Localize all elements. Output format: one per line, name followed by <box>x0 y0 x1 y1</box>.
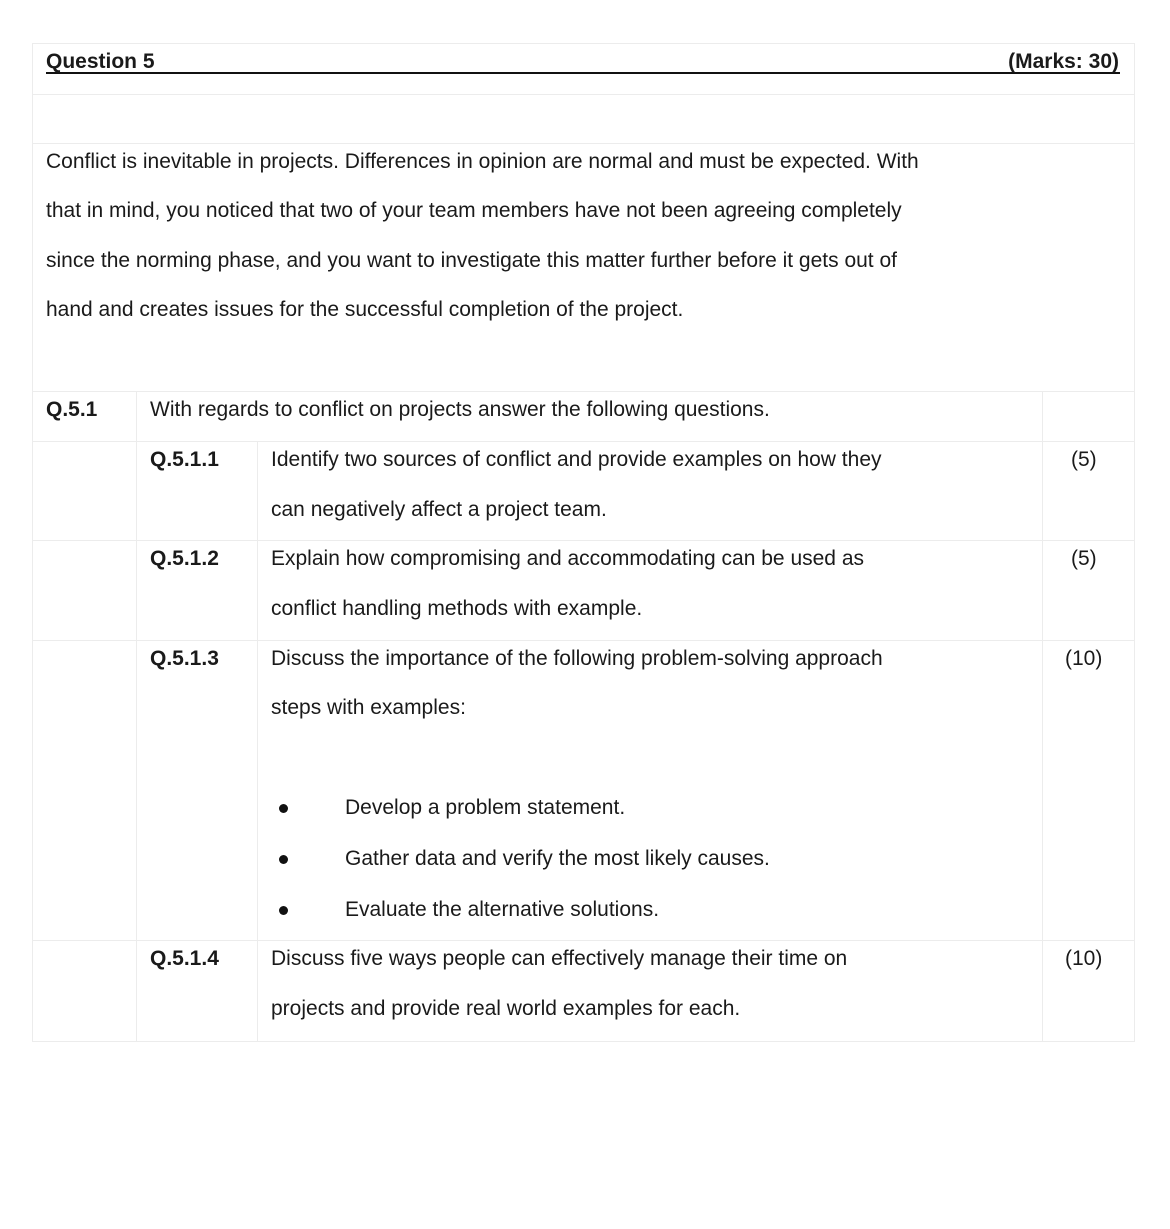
bullet-icon <box>279 906 288 915</box>
subquestion-text: conflict handling methods with example. <box>271 597 643 620</box>
bullet-item: Gather data and verify the most likely causes. <box>345 847 770 870</box>
subquestion-text: Discuss the importance of the following problem-solving approach <box>271 647 883 670</box>
subquestion-text: projects and provide real world examples for each. <box>271 997 741 1020</box>
subquestion-text: can negatively affect a project team. <box>271 498 607 521</box>
q51-text: With regards to conflict on projects answer the following questions. <box>150 398 770 421</box>
empty-cell <box>32 540 137 641</box>
q51-label: Q.5.1 <box>46 398 98 421</box>
marks-cell <box>1042 640 1135 941</box>
header-row <box>32 43 1135 95</box>
bullet-item: Evaluate the alternative solutions. <box>345 898 660 921</box>
subquestion-text: Explain how compromising and accommodating can be used as <box>271 547 864 570</box>
empty-cell <box>32 441 137 541</box>
intro-line: hand and creates issues for the successful completion of the project. <box>46 298 684 321</box>
subquestion-marks: (10) <box>1065 947 1103 970</box>
question-title: Question 5 <box>46 50 155 73</box>
bullet-item: Develop a problem statement. <box>345 796 626 819</box>
subquestion-marks: (10) <box>1065 647 1103 670</box>
subquestion-text: Identify two sources of conflict and provide examples on how they <box>271 448 882 471</box>
subquestion-text: steps with examples: <box>271 696 466 719</box>
subquestion-label: Q.5.1.4 <box>150 947 219 970</box>
subquestion-text: Discuss five ways people can effectively manage their time on <box>271 947 848 970</box>
subquestion-label: Q.5.1.2 <box>150 547 219 570</box>
intro-line: since the norming phase, and you want to investigate this matter further before it gets out of <box>46 249 897 272</box>
subquestion-label: Q.5.1.3 <box>150 647 219 670</box>
bullet-icon <box>279 804 288 813</box>
header-underline <box>46 72 1120 74</box>
label-cell <box>136 640 258 941</box>
empty-cell <box>32 940 137 1042</box>
empty-cell <box>32 640 137 941</box>
bullet-icon <box>279 855 288 864</box>
question-marks: (Marks: 30) <box>1008 50 1119 73</box>
subquestion-marks: (5) <box>1071 448 1097 471</box>
subquestion-label: Q.5.1.1 <box>150 448 219 471</box>
subquestion-marks: (5) <box>1071 547 1097 570</box>
intro-line: that in mind, you noticed that two of your team members have not been agreeing completely <box>46 199 902 222</box>
intro-line: Conflict is inevitable in projects. Differences in opinion are normal and must be expected. With <box>46 150 919 173</box>
